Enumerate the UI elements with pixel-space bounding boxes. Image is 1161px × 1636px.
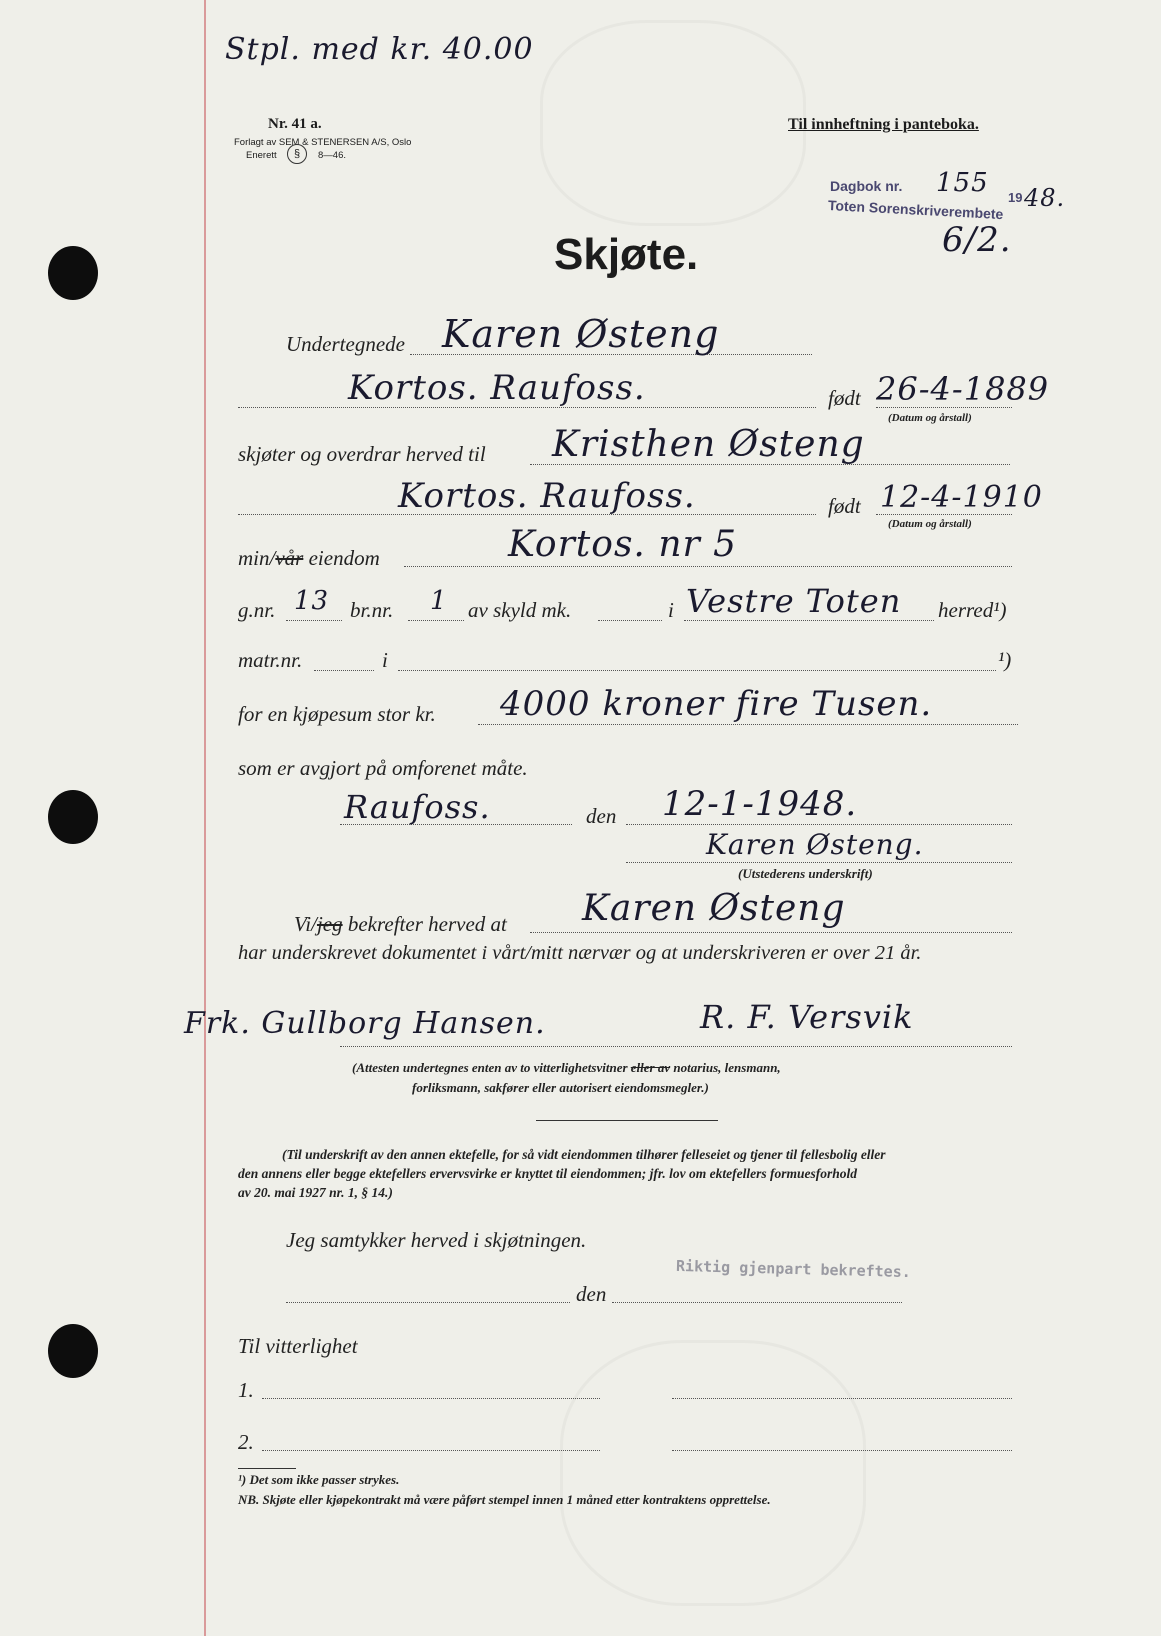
grantee-name: Kristhen Østeng: [552, 424, 865, 465]
property-value: Kortos. nr 5: [508, 524, 738, 565]
grantor-label: Undertegnede: [286, 332, 405, 356]
form-number: Nr. 41 a.: [268, 116, 322, 132]
footnote-1: ¹) Det som ikke passer strykes.: [238, 1472, 400, 1487]
skyld-label: av skyld mk.: [468, 598, 572, 622]
copy-stamp: Riktig gjenpart bekreftes.: [675, 1256, 912, 1282]
dotted-line: [598, 620, 662, 621]
publisher-line-2: Enerett: [246, 150, 277, 161]
punch-hole: [48, 1324, 98, 1378]
attest-label-prefix: Vi/: [294, 912, 317, 936]
dotted-line: [398, 670, 996, 671]
footnote-nb: NB. Skjøte eller kjøpekontrakt må være påført stempel innen 1 måned etter kontraktens opprettelse.: [238, 1492, 771, 1507]
witness-2-line-b: [672, 1450, 1012, 1451]
witness-2-label: 2.: [238, 1430, 254, 1454]
dotted-line: [286, 620, 342, 621]
municipality-value: Vestre Toten: [686, 582, 902, 620]
matr-label: matr.nr.: [238, 648, 303, 672]
grantee-born-hint: (Datum og årstall): [888, 518, 972, 530]
dotted-line: [404, 566, 1012, 567]
margin-line: [204, 0, 206, 1636]
dotted-line: [612, 1302, 902, 1303]
property-label: [238, 546, 380, 571]
brnr-value: 1: [430, 586, 448, 616]
grantor-signature: Karen Østeng.: [706, 828, 924, 861]
spouse-note-1: (Til underskrift av den annen ektefelle, for så vidt eiendommen tilhører felleseiet og tjener til fellesbolig eller: [282, 1147, 886, 1162]
property-label-prefix: min/: [238, 546, 276, 570]
registry-year-prefix: 19: [1008, 190, 1023, 205]
brnr-label: br.nr.: [350, 598, 394, 622]
attest-label: [294, 912, 507, 937]
dotted-line: [286, 1302, 570, 1303]
publisher-line: Forlagt av SEM & STENERSEN A/S, Oslo: [234, 137, 412, 148]
dotted-line: [684, 620, 934, 621]
price-label: for en kjøpesum stor kr.: [238, 702, 436, 726]
grantee-born: 12-4-1910: [880, 480, 1043, 515]
witnesses-label: Til vitterlighet: [238, 1334, 358, 1358]
witness-signature-1: Frk. Gullborg Hansen.: [184, 1006, 546, 1041]
signature-hint: (Utstederens underskrift): [738, 866, 873, 881]
grantor-born: 26-4-1889: [876, 370, 1050, 408]
stamp-duty-note: Stpl. med kr. 40.00: [225, 32, 534, 67]
dotted-line: [626, 824, 1012, 825]
grantee-born-label: født: [828, 494, 861, 518]
signing-den-label: den: [586, 804, 617, 828]
punch-hole: [48, 246, 98, 300]
footnote-divider: [238, 1468, 296, 1469]
signing-date: 12-1-1948.: [662, 784, 858, 824]
attest-label-suffix: bekrefter herved at: [342, 912, 507, 936]
registry-date: 6/2.: [942, 220, 1012, 260]
matr-i-label: i: [382, 648, 388, 672]
spouse-note-2: den annens eller begge ektefellers ervervsvirke er knyttet til eiendommen; jfr. lov om ektefellers formuesforhold: [238, 1166, 858, 1181]
grantor-born-hint: (Datum og årstall): [888, 412, 972, 424]
filing-note: Til innheftning i panteboka.: [788, 116, 979, 133]
registry-office: Toten Sorenskriverembete: [827, 197, 1004, 223]
herred-label: herred¹): [938, 598, 1007, 622]
witness-2-line-a: [262, 1450, 600, 1451]
price-settled: som er avgjort på omforenet måte.: [238, 756, 528, 780]
matr-note: ¹): [998, 648, 1012, 672]
spouse-consent: Jeg samtykker herved i skjøtningen.: [286, 1228, 587, 1252]
dotted-line: [530, 932, 1012, 933]
gnr-value: 13: [294, 586, 330, 616]
dotted-line: [626, 862, 1012, 863]
registry-year: 48.: [1024, 184, 1066, 212]
section-divider: [536, 1120, 718, 1121]
grantee-address: Kortos. Raufoss.: [398, 476, 696, 516]
attest-note: [352, 1060, 781, 1076]
dotted-line: [408, 620, 464, 621]
gnr-label: g.nr.: [238, 598, 276, 622]
watermark-shape: [560, 1340, 866, 1606]
attest-statement: har underskrevet dokumentet i vårt/mitt nærvær og at underskriveren er over 21 år.: [238, 942, 922, 964]
attest-note-line2: forliksmann, sakfører eller autorisert eiendomsmegler.): [412, 1080, 709, 1095]
grantor-born-label: født: [828, 386, 861, 410]
spouse-note-3: av 20. mai 1927 nr. 1, § 14.): [238, 1185, 393, 1200]
page-title: Skjøte.: [554, 230, 699, 279]
property-label-suffix: eiendom: [303, 546, 380, 570]
registry-number: 155: [936, 168, 989, 198]
spouse-den-label: den: [576, 1282, 607, 1306]
attest-note-struck: eller av: [630, 1060, 671, 1075]
attest-name: Karen Østeng: [582, 888, 846, 929]
attest-label-struck: jeg: [316, 912, 343, 936]
punch-hole: [48, 790, 98, 844]
dotted-line: [478, 724, 1018, 725]
dotted-line: [314, 670, 374, 671]
transfer-label: skjøter og overdrar herved til: [238, 442, 486, 466]
witness-1-line-b: [672, 1398, 1012, 1399]
witness-1-line-a: [262, 1398, 600, 1399]
registry-stamp-label: Dagbok nr.: [830, 178, 903, 194]
property-label-struck: vår: [275, 546, 304, 570]
watermark-shape: [540, 20, 806, 226]
publisher-code: 8—46.: [318, 150, 346, 161]
attest-note-pre: (Attesten undertegnes enten av to vitterlighetsvitner: [352, 1060, 631, 1075]
signing-place: Raufoss.: [344, 788, 491, 826]
grantor-name: Karen Østeng: [442, 312, 720, 356]
witness-1-label: 1.: [238, 1378, 254, 1402]
witness-signature-2: R. F. Versvik: [700, 998, 914, 1036]
attest-note-post: notarius, lensmann,: [670, 1060, 781, 1075]
grantor-address: Kortos. Raufoss.: [348, 368, 646, 408]
municipality-i-label: i: [668, 598, 674, 622]
dotted-line: [340, 1046, 1012, 1047]
publisher-logo: §: [287, 144, 307, 164]
price-value: 4000 kroner fire Tusen.: [500, 684, 933, 724]
